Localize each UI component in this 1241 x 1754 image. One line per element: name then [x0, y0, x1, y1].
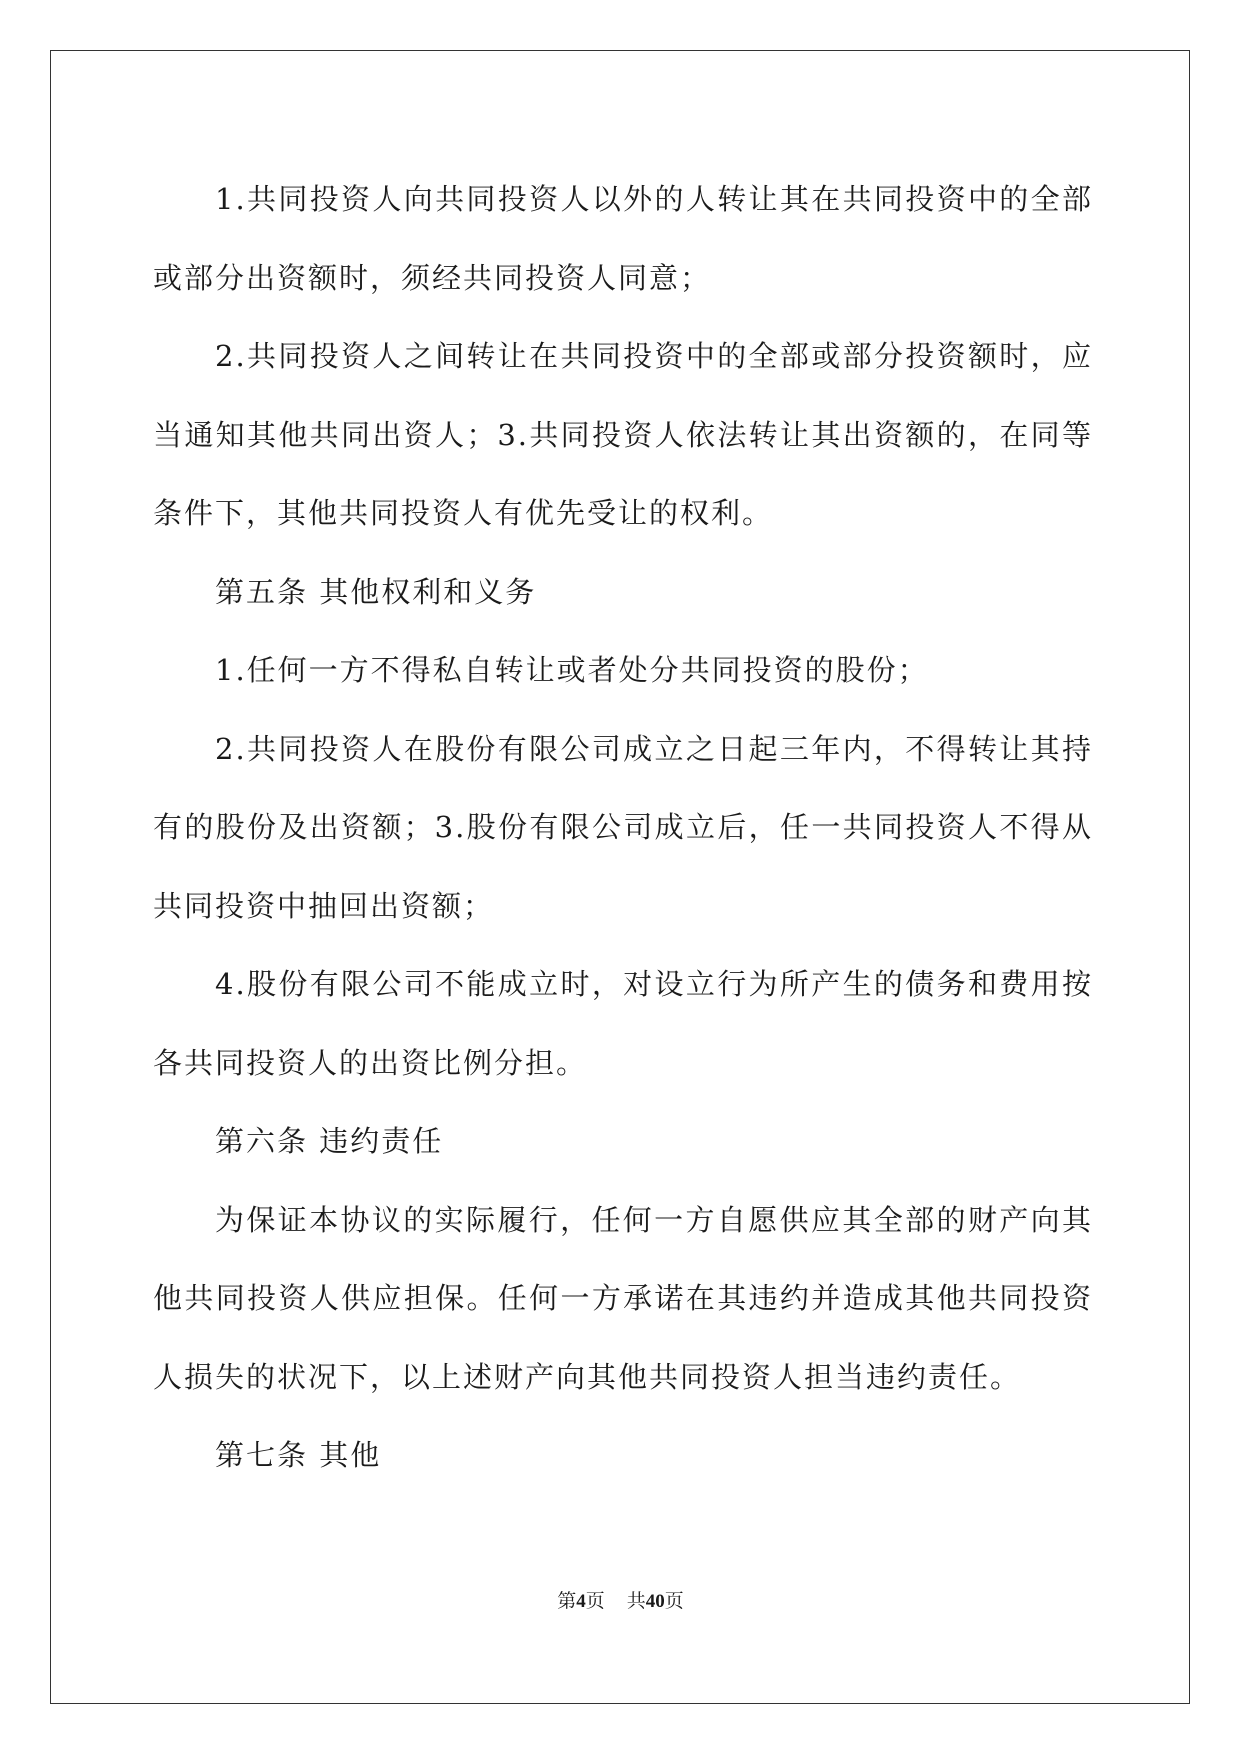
- paragraph-no-private-transfer: 1.任何一方不得私自转让或者处分共同投资的股份；: [215, 653, 929, 687]
- footer-total-prefix: 共: [626, 1591, 646, 1612]
- article-5-heading: 第五条 其他权利和义务: [215, 574, 537, 609]
- footer-prefix: 第: [557, 1591, 577, 1612]
- document-body: [153, 160, 1093, 1495]
- total-page-count: 40: [645, 1591, 665, 1612]
- paragraph-three-year-lock: 2.共同投资人在股份有限公司成立之日起三年内，不得转让其持有的股份及出资额；3.股份有限公司成立后，任一共同投资人不得从共同投资中抽回出资额；: [153, 731, 1093, 923]
- article-7-heading: 第七条 其他: [215, 1438, 382, 1472]
- paragraph-failure-costs: 4.股份有限公司不能成立时，对设立行为所产生的债务和费用按各共同投资人的出资比例分担。: [153, 967, 1093, 1080]
- footer-total-suffix: 页: [664, 1591, 684, 1612]
- current-page-number: 4: [576, 1591, 586, 1612]
- page-footer: [0, 1586, 1241, 1613]
- footer-page-suffix: 页: [585, 1591, 605, 1612]
- paragraph-guarantee: 为保证本协议的实际履行，任何一方自愿供应其全部的财产向其他共同投资人供应担保。任何一方承诺在其违约并造成其他共同投资人损失的状况下，以上述财产向其他共同投资人担当违约责任。: [153, 1202, 1093, 1394]
- paragraph-transfer-between: 2.共同投资人之间转让在共同投资中的全部或部分投资额时，应当通知其他共同出资人；3.共同投资人依法转让其出资额的，在同等条件下，其他共同投资人有优先受让的权利。: [153, 339, 1093, 530]
- paragraph-transfer-outside: 1.共同投资人向共同投资人以外的人转让其在共同投资中的全部或部分出资额时，须经共同投资人同意；: [153, 182, 1093, 295]
- article-6-heading: 第六条 违约责任: [215, 1124, 444, 1158]
